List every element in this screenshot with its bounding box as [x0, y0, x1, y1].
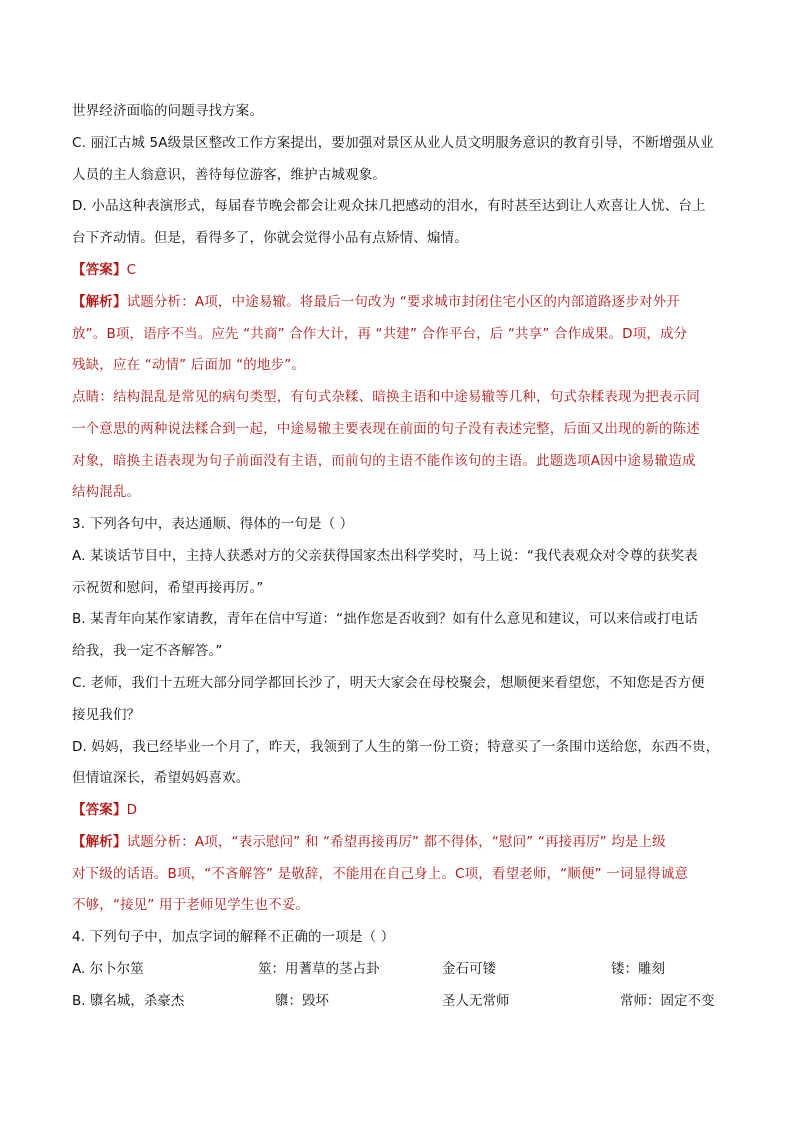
option-a-gloss: 筮：用蓍草的茎占卦 [258, 961, 380, 977]
analysis-line [72, 832, 666, 852]
question-4: 4. 下列句子中，加点字词的解释不正确的一项是（ ） [72, 929, 395, 945]
option-d: D. 妈妈，我已经毕业一个月了，昨天，我领到了人生的第一份工资；特意买了一条围巾送给您，东西不贵， [72, 739, 720, 755]
question-3: 3. 下列各句中，表达通顺、得体的一句是（ ） [72, 516, 354, 532]
dianjing-text: 一个意思的两种说法糅合到一起，中途易辙主要表现在前面的句子没有表述完整，后面又出现的新的陈述 [72, 421, 700, 437]
analysis-text: 试题分析：A项，“表示慰问” 和 “希望再接再厉” 都不得体，“慰问” “再接再厉” 均是上级 [126, 834, 666, 850]
dianjing-text: 点睛：结构混乱是常见的病句类型，有句式杂糅、暗换主语和中途易辙等几种，句式杂糅表现为把表示同 [72, 389, 700, 405]
option-b-phrase-2: 圣人无常师 [442, 993, 510, 1009]
analysis-text: 不够，“接见” 用于老师见学生也不妥。 [72, 897, 310, 913]
text-line: 但情谊深长，希望妈妈喜欢。 [72, 770, 250, 786]
text-line: 世界经济面临的问题寻找方案。 [72, 103, 264, 119]
analysis-text: 对下级的话语。B项，“不吝解答” 是敬辞，不能用在自己身上。C项，看望老师，“顺便” 一词显得诚意 [72, 866, 689, 882]
analysis-text: 放”。B项，语序不当。应先 “共商” 合作大计，再 “共建” 合作平台，后 “共享” 合作成果。D项，成分 [72, 326, 688, 342]
answer-tag: 【答案】 [72, 802, 127, 818]
analysis-tag: 【解析】 [72, 834, 127, 850]
dianjing-text: 对象，暗换主语表现为句子前面没有主语，而前句的主语不能作该句的主语。此题选项A因中途易辙造成 [72, 453, 696, 469]
text-line: 示祝贺和慰问，希望再接再厉。” [72, 580, 264, 596]
answer-tag: 【答案】 [72, 262, 127, 278]
text-line: 给我，我一定不吝解答。” [72, 643, 223, 659]
text-line: 接见我们？ [72, 707, 141, 723]
option-a-gloss-2: 镂：雕刻 [611, 961, 665, 977]
answer-value: D [126, 802, 138, 818]
text-line: 台下齐动情。但是，看得多了，你就会觉得小品有点矫情、煽情。 [72, 230, 468, 246]
option-a: A. 某谈话节目中，主持人获悉对方的父亲获得国家杰出科学奖时，马上说：“我代表观众对令尊的获奖表 [72, 548, 698, 564]
option-b-gloss-2: 常师：固定不变 [620, 993, 715, 1009]
option-b-phrase: B. 隳名城，杀豪杰 [72, 993, 185, 1009]
option-d: D. 小品这种表演形式，每届春节晚会都会让观众抹几把感动的泪水，有时甚至达到让人欢喜让人忧、台上 [72, 198, 706, 214]
option-c: C. 丽江古城 5A级景区整改工作方案提出，要加强对景区从业人员文明服务意识的教育引导，不断增强从业 [72, 135, 714, 151]
answer-line [72, 260, 136, 280]
answer-value: C [126, 262, 137, 278]
option-a-phrase: A. 尔卜尔筮 [72, 961, 144, 977]
option-c: C. 老师，我们十五班大部分同学都回长沙了，明天大家会在母校聚会，想顺便来看望您，不知您是否方便 [72, 675, 705, 691]
option-b-gloss: 隳：毁坏 [275, 993, 329, 1009]
analysis-text: 试题分析：A项，中途易辙。将最后一句改为 “要求城市封闭住宅小区的内部道路逐步对外开 [126, 294, 680, 310]
text-line: 人员的主人翁意识，善待每位游客，维护古城观象。 [72, 167, 386, 183]
option-b: B. 某青年向某作家请教，青年在信中写道：“拙作您是否收到？如有什么意见和建议，可以来信或打电话 [72, 611, 699, 627]
dianjing-text: 结构混乱。 [72, 484, 141, 500]
analysis-line [72, 292, 680, 312]
option-a-phrase-2: 金石可镂 [442, 961, 496, 977]
analysis-text: 残缺，应在 “动情” 后面加 “的地步”。 [72, 357, 305, 373]
analysis-tag: 【解析】 [72, 294, 127, 310]
answer-line [72, 800, 137, 820]
